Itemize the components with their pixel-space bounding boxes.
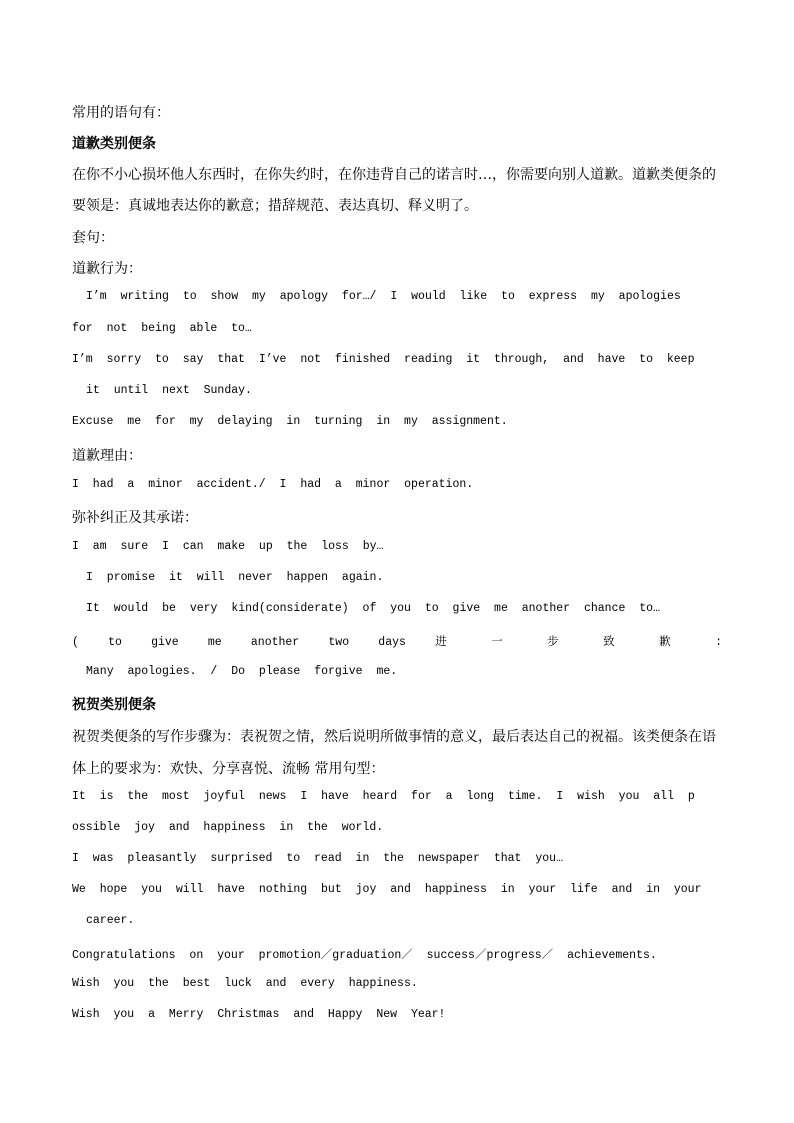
english-sentence: I was pleasantly surprised to read in the newspaper that you…: [72, 852, 563, 865]
english-sentence: Wish you the best luck and every happiness.: [72, 977, 418, 990]
label-line: 套句：: [72, 230, 114, 246]
paragraph-line: 要领是：真诚地表达你的歉意；措辞规范、表达真切、释义明了。: [72, 198, 478, 214]
english-sentence: career.: [86, 914, 135, 927]
english-sentence: for not being able to…: [72, 322, 252, 335]
paragraph-line: 祝贺类便条的写作步骤为：表祝贺之情，然后说明所做事情的意义，最后表达自己的祝福。该类便条在语: [72, 729, 716, 745]
english-sentence: Wish you a Merry Christmas and Happy New Year!: [72, 1008, 446, 1021]
label-line: 道歉理由：: [72, 448, 142, 464]
english-sentence: I’m writing to show my apology for…/ I would like to express my apologies: [86, 290, 681, 303]
english-sentence: Congratulations on your promotion／graduation／ success／progress／ achievements.: [72, 949, 657, 962]
english-sentence: I promise it will never happen again.: [86, 571, 384, 584]
english-sentence: It is the most joyful news I have heard for a long time. I wish you all p: [72, 790, 695, 803]
label-line: 弥补纠正及其承诺：: [72, 510, 198, 526]
paragraph-line: 体上的要求为：欢快、分享喜悦、流畅 常用句型：: [72, 761, 385, 777]
english-sentence: ( to give me another two days 进 一 步 致 歉 :: [72, 636, 722, 649]
english-sentence: It would be very kind(considerate) of you to give me another chance to…: [86, 602, 660, 615]
label-line: 道歉行为：: [72, 261, 142, 277]
english-sentence: Many apologies. / Do please forgive me.: [86, 665, 398, 678]
english-sentence: I had a minor accident./ I had a minor operation.: [72, 478, 474, 491]
section-heading-apology: 道歉类别便条: [72, 136, 156, 152]
paragraph-line: 在你不小心损坏他人东西时，在你失约时，在你违背自己的诺言时…，你需要向别人道歉。道歉类便条的: [72, 167, 716, 183]
english-sentence: We hope you will have nothing but joy and happiness in your life and in your: [72, 883, 702, 896]
section-heading-congratulation: 祝贺类别便条: [72, 697, 156, 713]
english-sentence: I’m sorry to say that I’ve not finished reading it through, and have to keep: [72, 353, 695, 366]
intro-line: 常用的语句有：: [72, 105, 170, 121]
english-sentence: Excuse me for my delaying in turning in my assignment.: [72, 415, 508, 428]
english-sentence: ossible joy and happiness in the world.: [72, 821, 384, 834]
english-sentence: I am sure I can make up the loss by…: [72, 540, 384, 553]
english-sentence: it until next Sunday.: [86, 384, 252, 397]
